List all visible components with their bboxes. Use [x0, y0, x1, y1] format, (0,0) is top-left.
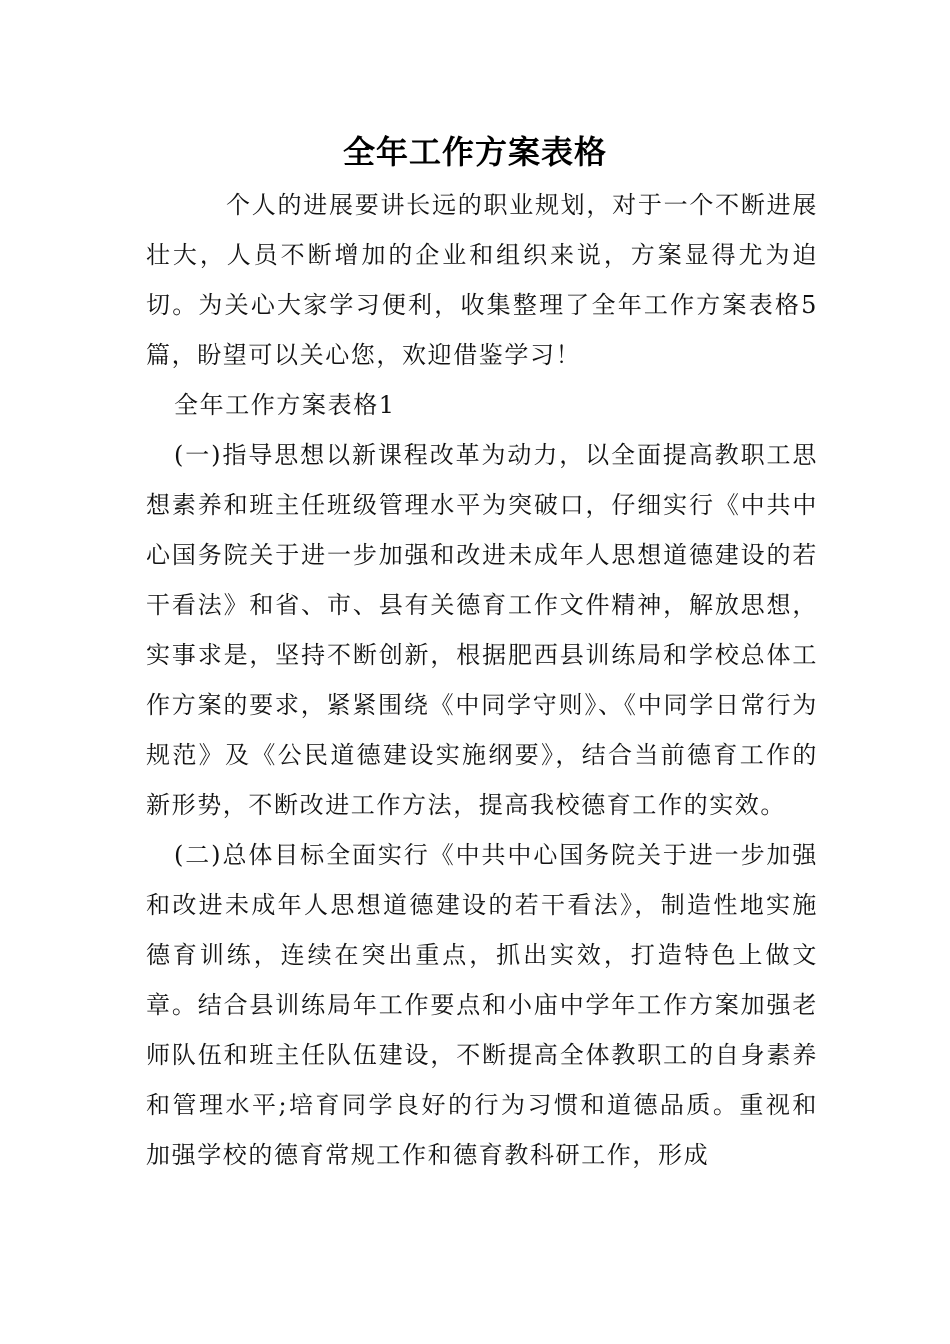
document-title: 全年工作方案表格: [342, 133, 607, 171]
intro-paragraph: 个人的进展要讲长远的职业规划，对于一个不断进展壮大，人员不断增加的企业和组织来说，方案显得尤为迫切。为关心大家学习便利，收集整理了全年工作方案表格5篇，盼望可以关心您，欢迎借鉴学习！: [146, 191, 818, 369]
document-body: [146, 180, 818, 1180]
section-heading: 全年工作方案表格1: [174, 391, 396, 419]
overall-goal-paragraph: (二)总体目标全面实行《中共中心国务院关于进一步加强和改进未成年人思想道德建设的若干看法》，制造性地实施德育训练，连续在突出重点，抓出实效，打造特色上做文章。结合县训练局年工作要点和小庙中学年工作方案加强老师队伍和班主任队伍建设，不断提高全体教职工的自身素养和管理水平;培育同学良好的行为习惯和道德品质。重视和加强学校的德育常规工作和德育教科研工作，形成: [146, 841, 818, 1169]
guiding-thought-paragraph: (一)指导思想以新课程改革为动力，以全面提高教职工思想素养和班主任班级管理水平为突破口，仔细实行《中共中心国务院关于进一步加强和改进未成年人思想道德建设的若干看法》和省、市、县有关德育工作文件精神，解放思想，实事求是，坚持不断创新，根据肥西县训练局和学校总体工作方案的要求，紧紧围绕《中同学守则》、《中同学日常行为规范》及《公民道德建设实施纲要》，结合当前德育工作的新形势，不断改进工作方法，提高我校德育工作的实效。: [146, 441, 818, 819]
